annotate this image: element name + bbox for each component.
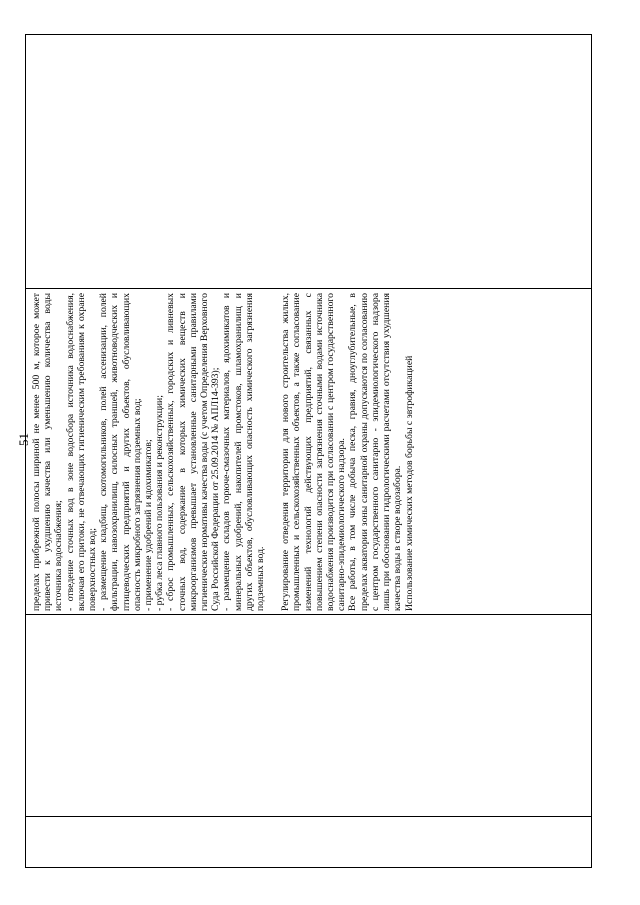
paragraph: - рубка леса главного пользования и реконструкции; xyxy=(154,395,166,611)
rotated-table xyxy=(25,34,592,868)
paragraph: - сброс промышленных, сельскохозяйственных, городских и ливневых сточных вод, содержание в которых химических веществ и микроорганизмов превышает установленные санитарными правилами гигиенические нормативы качества воды (с учетом Определения Верховного Суда Российской Федерации от 25.09.2014 № АПЛ14-393); xyxy=(165,293,222,611)
paragraph: - отведение сточных вод в зоне водосбора источника водоснабжения, включая его притоки, не отвечающих гигиеническим требованиям к охране поверхностных вод; xyxy=(64,293,99,611)
paragraph: - размещение кладбищ, скотомогильников, полей ассенизации, полей фильтрации, навозохранилищ, силосных траншей, животноводческих и птицеводческих предприятий и других объектов, обусловливающих опасность микробного загрязнения подземных вод; xyxy=(98,293,143,611)
column-divider-1 xyxy=(25,816,592,817)
table-cell-content xyxy=(31,293,415,611)
column-divider-3 xyxy=(25,288,592,289)
paragraph: пределах прибрежной полосы шириной не менее 500 м, которое может привести к ухудшению качества или уменьшению количества воды источника водоснабжения; xyxy=(31,293,65,611)
paragraph: Регулирование отведения территории для нового строительства жилых, промышленных и сельскохозяйственных объектов, а также согласование изменений технологий действующих предприятий, связанных с повышением степени опасности загрязнения сточными водами источника водоснабжения производится при согласовании с центром государственного санитарно-эпидемиологического надзора. xyxy=(280,293,348,611)
paragraph: Все работы, в том числе добыча песка, гравия, дноуглубительные, в пределах акватории зоны санитарной охраны допускаются по согласованию с центром государственного санитарно - эпидемиологического надзора лишь при обосновании гидрологическими расчетами отсутствия ухудшения качества воды в створе водозабора. xyxy=(347,293,404,611)
paragraph: - применение удобрений и ядохимикатов; xyxy=(143,439,155,611)
page-number: 51 xyxy=(16,433,31,446)
column-divider-2 xyxy=(25,614,592,615)
paragraph: - размещение складов горюче-смазочных материалов, ядохимикатов и минеральных удобрений, накопителей промстоков, шламохранилищ и других объектов, обусловливающих опасность химического загрязнения подземных вод. xyxy=(221,293,267,611)
paragraph: Использование химических методов борьбы с эвтрофикацией xyxy=(403,355,415,611)
